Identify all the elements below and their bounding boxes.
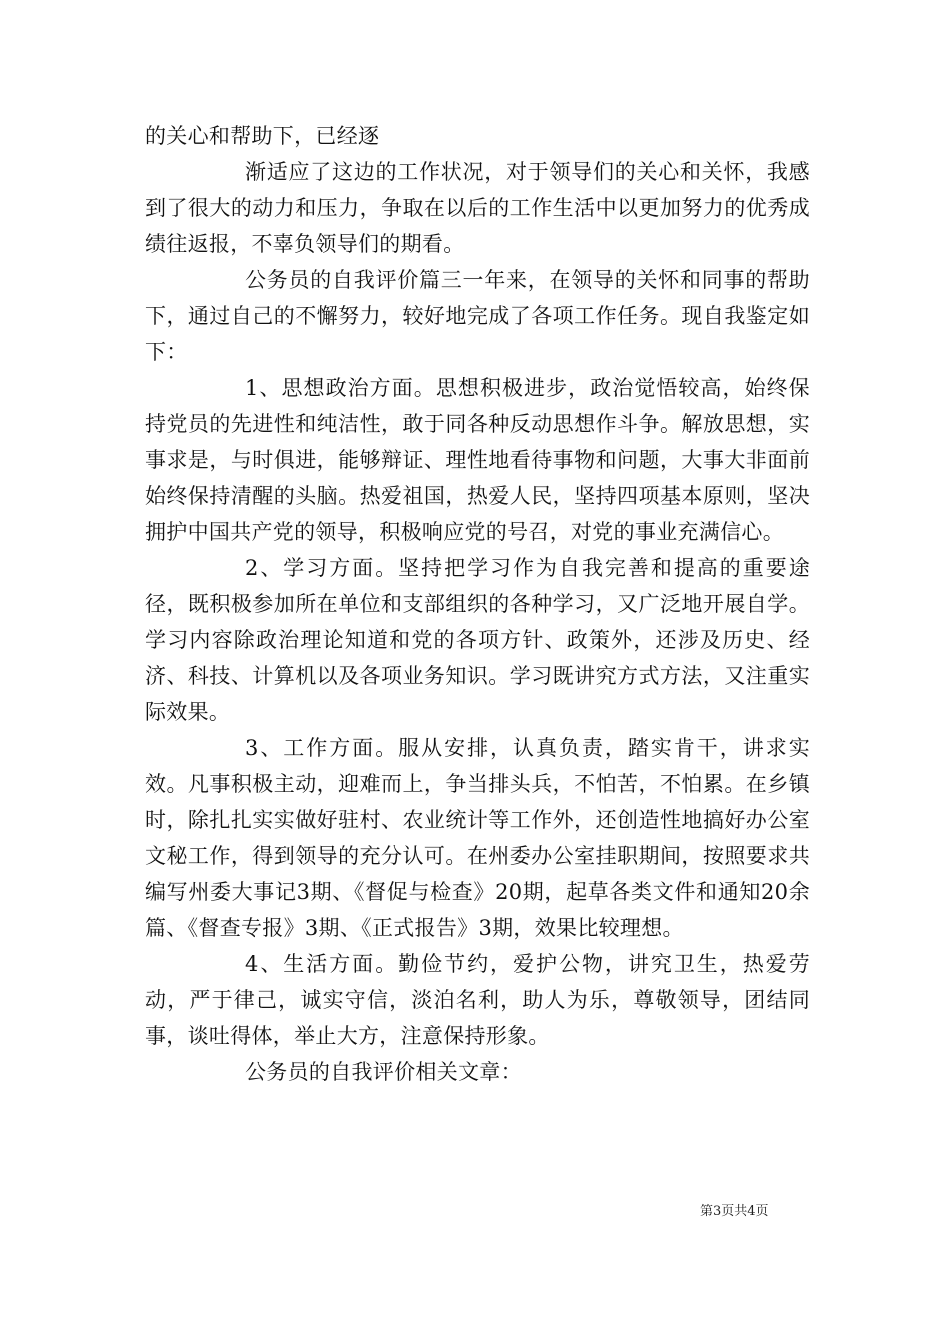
paragraph-study-aspect: 2、学习方面。坚持把学习作为自我完善和提高的重要途径，既积极参加所在单位和支部组织的各种学习，又广泛地开展自学。学习内容除政治理论知道和党的各项方针、政策外，还涉及历史、经济、科技、计算机以及各项业务知识。学习既讲究方式方法，又注重实际效果。 xyxy=(145,556,810,724)
paragraph-work-aspect: 3、工作方面。服从安排，认真负责，踏实肯干，讲求实效。凡事积极主动，迎难而上，争当排头兵，不怕苦，不怕累。在乡镇时，除扎扎实实做好驻村、农业统计等工作外，还创造性地搞好办公室文秘工作，得到领导的充分认可。在州委办公室挂职期间，按照要求共编写州委大事记3期、《督促与检查》20期，起草各类文件和通知20余篇、《督查专报》3期、《正式报告》3期，效果比较理想。 xyxy=(145,736,810,940)
page-number-footer: 第3页共4页 xyxy=(700,1204,769,1219)
paragraph-continuation: 的关心和帮助下，已经逐 xyxy=(145,124,380,148)
paragraph-intro-part-three: 公务员的自我评价篇三一年来，在领导的关怀和同事的帮助下，通过自己的不懈努力，较好地完成了各项工作任务。现自我鉴定如下： xyxy=(145,268,810,364)
paragraph-related-articles: 公务员的自我评价相关文章： xyxy=(245,1060,522,1084)
paragraph-life-aspect: 4、生活方面。勤俭节约，爱护公物，讲究卫生，热爱劳动，严于律己，诚实守信，淡泊名利，助人为乐，尊敬领导，团结同事，谈吐得体，举止大方，注意保持形象。 xyxy=(145,952,810,1048)
paragraph-adaptation: 渐适应了这边的工作状况，对于领导们的关心和关怀，我感到了很大的动力和压力，争取在以后的工作生活中以更加努力的优秀成绩往返报，不辜负领导们的期看。 xyxy=(145,160,810,256)
paragraph-political-aspect: 1、思想政治方面。思想积极进步，政治觉悟较高，始终保持党员的先进性和纯洁性，敢于同各种反动思想作斗争。解放思想，实事求是，与时俱进，能够辩证、理性地看待事物和问题，大事大非面前始终保持清醒的头脑。热爱祖国，热爱人民，坚持四项基本原则，坚决拥护中国共产党的领导，积极响应党的号召，对党的事业充满信心。 xyxy=(145,376,810,544)
document-body xyxy=(145,118,810,1090)
